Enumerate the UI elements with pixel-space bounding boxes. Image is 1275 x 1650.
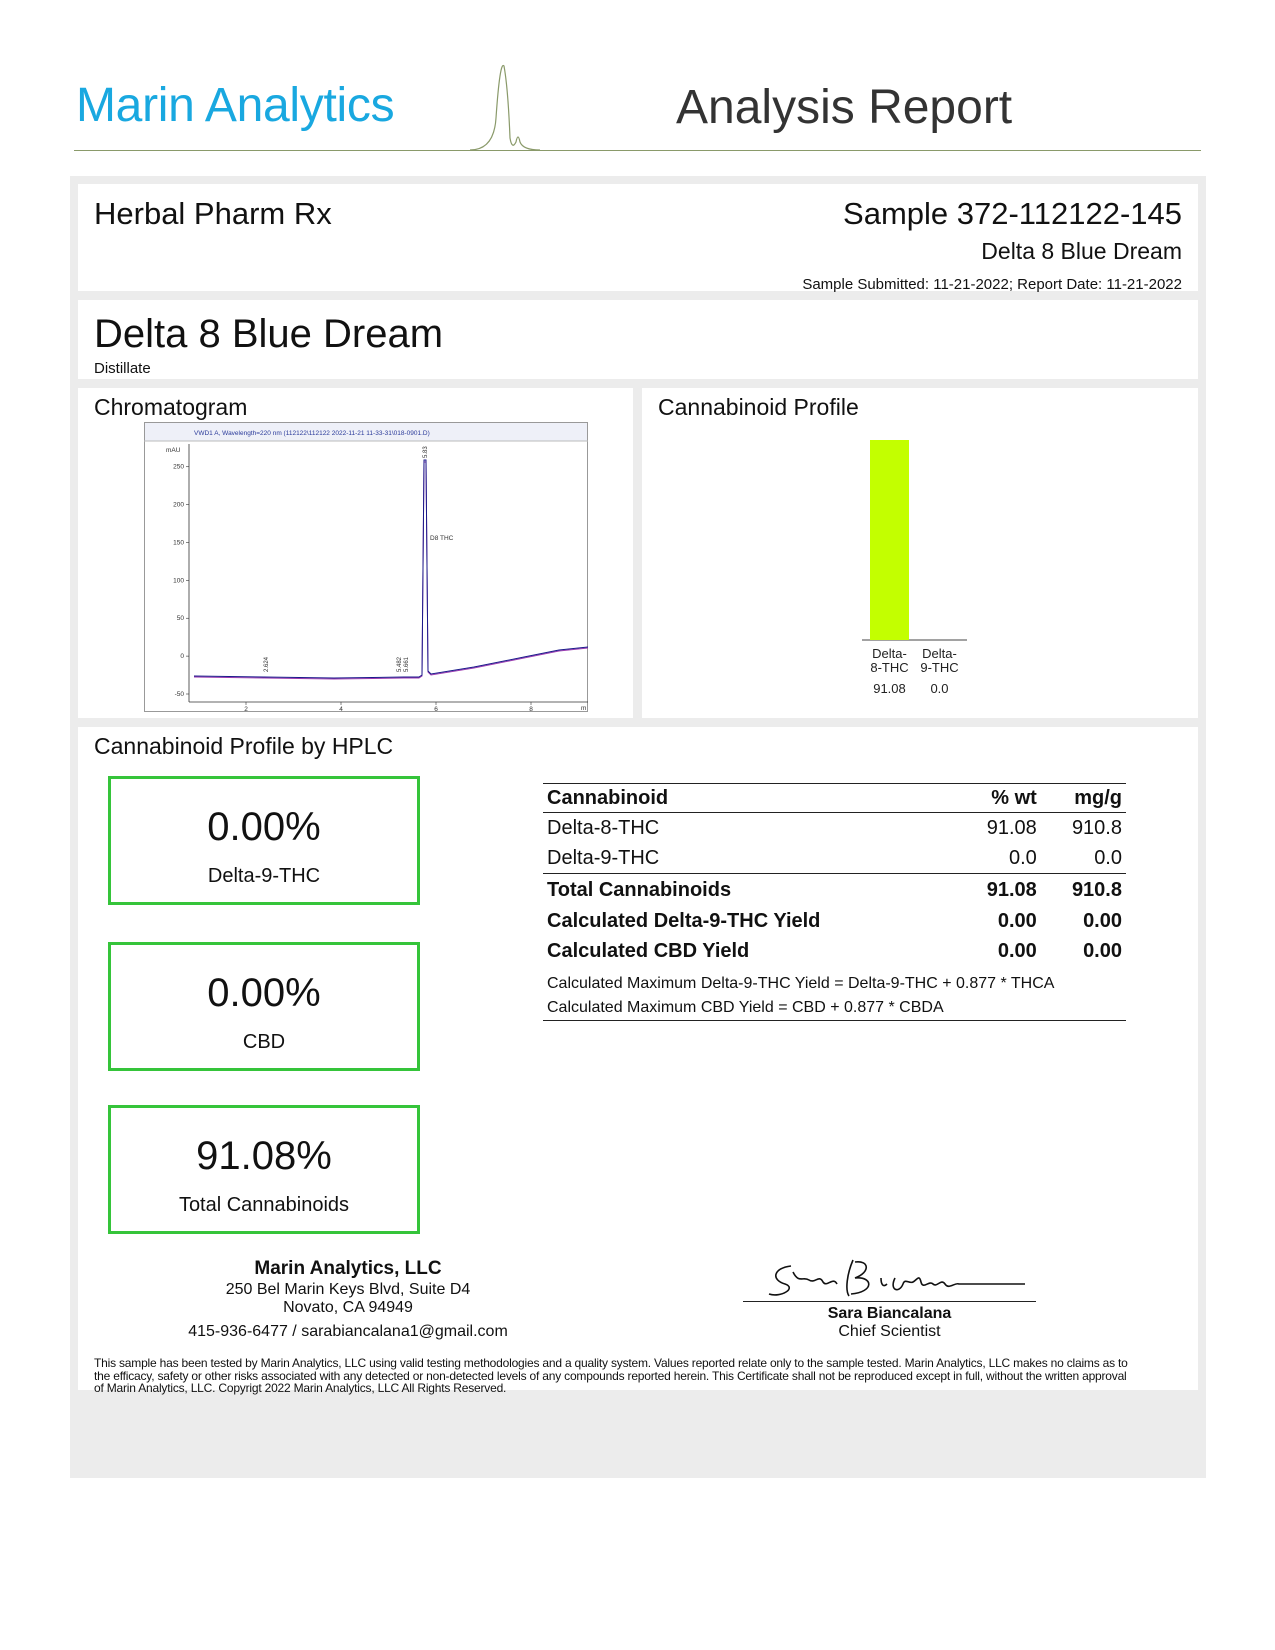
product-panel (78, 300, 1198, 379)
table-row (543, 843, 1126, 874)
x-unit: m (581, 705, 587, 712)
kpi-label: Total Cannabinoids (178, 1194, 350, 1216)
signer-block (743, 1305, 1036, 1341)
chromatogram-panel (78, 388, 633, 718)
x-tick-label: 2 (244, 706, 248, 712)
header-divider (74, 150, 1201, 151)
cell-cannabinoid: Total Cannabinoids (543, 874, 956, 907)
y-tick-label: 250 (173, 463, 184, 471)
table-header-row (543, 784, 1126, 813)
minor-peak-3: 5.661 (404, 656, 410, 672)
table-yield-row (543, 936, 1126, 966)
kpi-total-cannabinoids (108, 1105, 420, 1234)
hplc-panel (78, 727, 1198, 1269)
cell-cannabinoid: Calculated Delta-9-THC Yield (547, 909, 821, 932)
x-tick-label: 4 (339, 706, 343, 712)
table-total-row (543, 874, 1126, 907)
table-row (543, 813, 1126, 844)
y-tick-label: 0 (180, 653, 184, 661)
x-tick-label: 8 (529, 706, 533, 712)
cell-cannabinoid: Calculated CBD Yield (547, 939, 750, 962)
kpi-label: Delta-9-THC (207, 865, 321, 887)
cell-mg-g: 910.8 (1071, 816, 1122, 839)
minor-peak-1: 2.624 (264, 656, 270, 672)
peak-time: 5.83 (423, 446, 429, 458)
cell-pct-wt: 0.00 (997, 909, 1037, 932)
sample-info-panel (78, 184, 1198, 291)
table-note-row (543, 996, 1126, 1021)
table-note-row (543, 966, 1126, 996)
lab-address-1: 250 Bel Marin Keys Blvd, Suite D4 (225, 1281, 471, 1298)
kpi-value: 0.00% (207, 805, 321, 849)
product-type: Distillate (94, 360, 151, 377)
chromatogram-title: Chromatogram (94, 394, 248, 420)
sample-name: Delta 8 Blue Dream (981, 238, 1182, 264)
signature-line (743, 1301, 1036, 1302)
y-unit: mAU (166, 447, 181, 454)
profile-bar-chart (642, 388, 1198, 718)
report-body (70, 176, 1206, 1478)
col-header-mg-g: mg/g (1041, 784, 1126, 813)
chromatogram-image (144, 422, 588, 712)
kpi-label: CBD (242, 1031, 286, 1053)
cell-mg-g: 0.0 (1094, 846, 1122, 869)
category-label: 8-THC (870, 660, 909, 675)
category-label: 9-THC (920, 660, 959, 675)
table-yield-row (543, 906, 1126, 936)
cell-cannabinoid: Delta-9-THC (547, 846, 660, 869)
y-tick-label: 50 (176, 615, 184, 623)
profile-chart-title: Cannabinoid Profile (658, 394, 859, 420)
peak-label: D8 THC (430, 535, 454, 542)
sample-id: Sample 372-112122-145 (843, 196, 1182, 231)
x-tick-label: 6 (434, 706, 438, 712)
kpi-value: 91.08% (196, 1134, 332, 1178)
cell-mg-g: 0.00 (1083, 909, 1122, 932)
note-text: Calculated Maximum Delta-9-THC Yield = Delta-9-THC + 0.877 * THCA (547, 975, 1055, 992)
category-label: Delta- (922, 646, 957, 661)
y-tick-label: -50 (174, 691, 184, 698)
kpi-cbd (108, 942, 420, 1071)
kpi-delta9-thc (108, 776, 420, 905)
product-name: Delta 8 Blue Dream (94, 312, 444, 356)
profile-chart-panel (642, 388, 1198, 718)
kpi-value: 0.00% (207, 971, 321, 1015)
report-title: Analysis Report (676, 81, 1013, 134)
brand-name: Marin Analytics (76, 79, 395, 132)
cell-mg-g: 0.00 (1083, 939, 1122, 962)
y-tick-label: 100 (173, 577, 184, 585)
signature-image (763, 1254, 1033, 1304)
disclaimer-text: This sample has been tested by Marin Analytics, LLC using valid testing methodologies and a quality system. Values reported relate only to the sample tested. Marin Analytics, LLC makes no claims as to the efficacy, safety or other risks associated with any detected or non-detected levels of any compounds reported herein. This Certificate shall not be reproduced except in full, without the written approval of Marin Analytics, LLC. Copyrigt 2022 Marin Analytics, LLC All Rights Reserved. (94, 1356, 1128, 1395)
hplc-title: Cannabinoid Profile by HPLC (94, 733, 394, 759)
lab-company: Marin Analytics, LLC (254, 1258, 442, 1279)
bar-0 (870, 440, 909, 640)
value-label: 0.0 (930, 681, 949, 696)
sample-dates: Sample Submitted: 11-21-2022; Report Date: 11-21-2022 (802, 276, 1182, 293)
cannabinoid-table (543, 783, 1126, 1021)
peak-logo-icon (470, 58, 540, 153)
cell-pct-wt: 91.08 (956, 874, 1041, 907)
footer-panel (78, 1248, 1198, 1395)
lab-contact: 415-936-6477 / sarabiancalana1@gmail.com (188, 1323, 508, 1340)
signer-name: Sara Biancalana (827, 1305, 952, 1322)
lab-contact-block (148, 1258, 548, 1341)
cell-cannabinoid: Delta-8-THC (547, 816, 660, 839)
minor-peak-2: 5.482 (397, 656, 403, 672)
cell-pct-wt: 91.08 (986, 816, 1037, 839)
chromatogram-header: VWD1 A, Wavelength=220 nm (112122\112122 2022-11-21 11-33-31\018-0901.D) (194, 430, 430, 437)
cell-pct-wt: 0.0 (1009, 846, 1037, 869)
y-tick-label: 150 (173, 539, 184, 547)
cell-mg-g: 910.8 (1041, 874, 1126, 907)
value-label: 91.08 (873, 681, 906, 696)
col-header-pct-wt: % wt (956, 784, 1041, 813)
col-header-cannabinoid: Cannabinoid (543, 784, 956, 813)
note-text: Calculated Maximum CBD Yield = CBD + 0.877 * CBDA (543, 996, 1126, 1021)
y-tick-label: 200 (173, 501, 184, 509)
cell-pct-wt: 0.00 (997, 939, 1037, 962)
lab-address-2: Novato, CA 94949 (283, 1299, 413, 1316)
category-label: Delta- (872, 646, 907, 661)
signer-title: Chief Scientist (838, 1323, 941, 1340)
client-name: Herbal Pharm Rx (94, 196, 332, 231)
